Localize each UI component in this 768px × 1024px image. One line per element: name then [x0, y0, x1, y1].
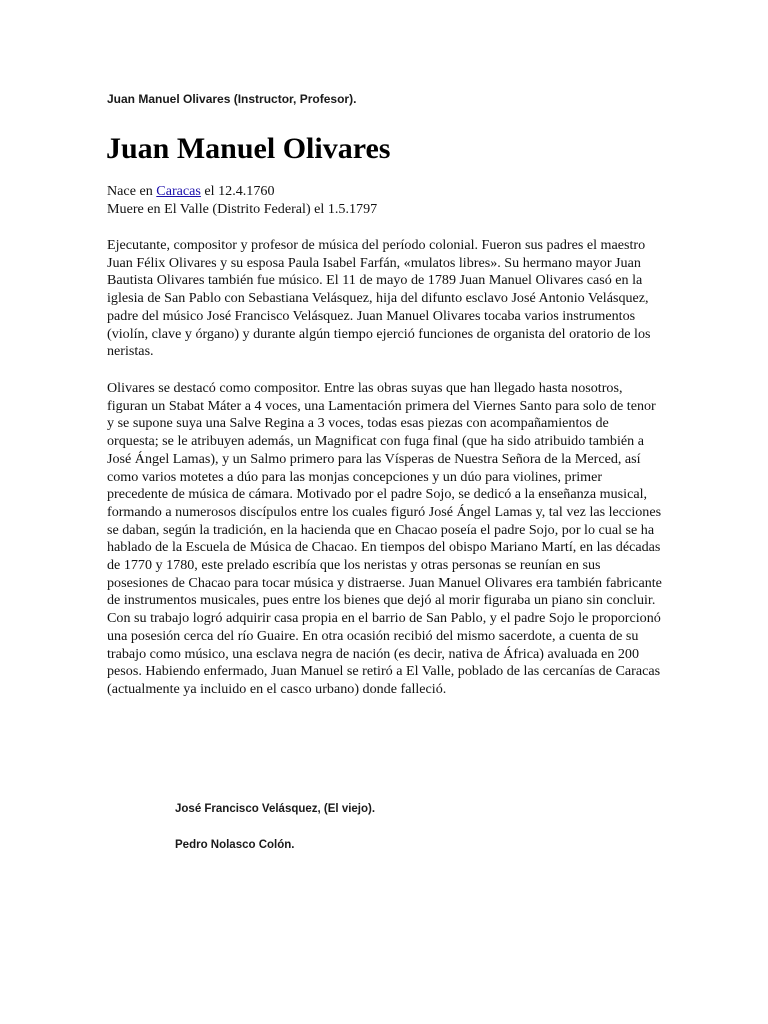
page-header: Juan Manuel Olivares (Instructor, Profesor).: [107, 92, 357, 106]
biography-paragraph-2: Olivares se destacó como compositor. Entre las obras suyas que han llegado hasta nosotros, figuran un Stabat Máter a 4 voces, una Lamentación primera del Viernes Santo para solo de tenor y se supone suya una Salve Regina a 3 voces, todas esas piezas con acompañamientos de orquesta; se le atribuyen además, un Magnificat con fuga final (que ha sido atribuido también a José Ángel Lamas), y un Salmo primero para las Vísperas de Nuestra Señora de la Merced, así como varios motetes a dúo para las monjas concepciones y un dúo para violines, primer precedente de música de cámara. Motivado por el padre Sojo, se dedicó a la enseñanza musical, formando a numerosos discípulos entre los cuales figuró José Ángel Lamas y, tal vez las lecciones se daban, según la tradición, en la hacienda que en Chacao poseía el padre Sojo, por lo cual se ha hablado de la Escuela de Música de Chacao. En tiempos del obispo Mariano Martí, en las décadas de 1770 y 1780, este prelado escribía que los neristas y otras personas se reunían en sus posesiones de Chacao para tocar música y distraerse. Juan Manuel Olivares era también fabricante de instrumentos musicales, pues entre los bienes que dejó al morir figuraba un piano sin concluir. Con su trabajo logró adquirir casa propia en el barrio de San Pablo, y el padre Sojo le proporcionó una posesión cerca del río Guaire. En otra ocasión recibió del mismo sacerdote, a cuenta de su trabajo como músico, una esclava negra de nación (es decir, nativa de África) avaluada en 200 pesos. Habiendo enfermado, Juan Manuel se retiró a El Valle, poblado de las cercanías de Caracas (actualmente ya incluido en el casco urbano) donde falleció.: [107, 380, 662, 697]
death-line: Muere en El Valle (Distrito Federal) el 1.5.1797: [107, 201, 378, 217]
birth-date: el 12.4.1760: [200, 183, 275, 199]
biography-paragraph-1: Ejecutante, compositor y profesor de música del período colonial. Fueron sus padres el maestro Juan Félix Olivares y su esposa Paula Isabel Farfán, «mulatos libres». Su hermano mayor Juan Bautista Olivares también fue músico. El 11 de mayo de 1789 Juan Manuel Olivares casó en la iglesia de San Pablo con Sebastiana Velásquez, hija del difunto esclavo José Antonio Velásquez, padre del músico José Francisco Velásquez. Juan Manuel Olivares tocaba varios instrumentos (violín, clave y órgano) y durante algún tiempo ejerció funciones de organista del oratorio de los neristas.: [107, 237, 651, 360]
related-entries: [175, 803, 375, 857]
related-entry-velasquez[interactable]: José Francisco Velásquez, (El viejo).: [175, 803, 376, 815]
related-entry-colon[interactable]: Pedro Nolasco Colón.: [175, 839, 295, 851]
spacer: [175, 821, 375, 839]
caracas-link[interactable]: Caracas: [156, 183, 201, 199]
page-title: Juan Manuel Olivares: [106, 132, 391, 165]
birth-line: [107, 182, 377, 200]
birth-prefix: Nace en: [107, 183, 157, 199]
biographical-dates: [107, 182, 377, 218]
